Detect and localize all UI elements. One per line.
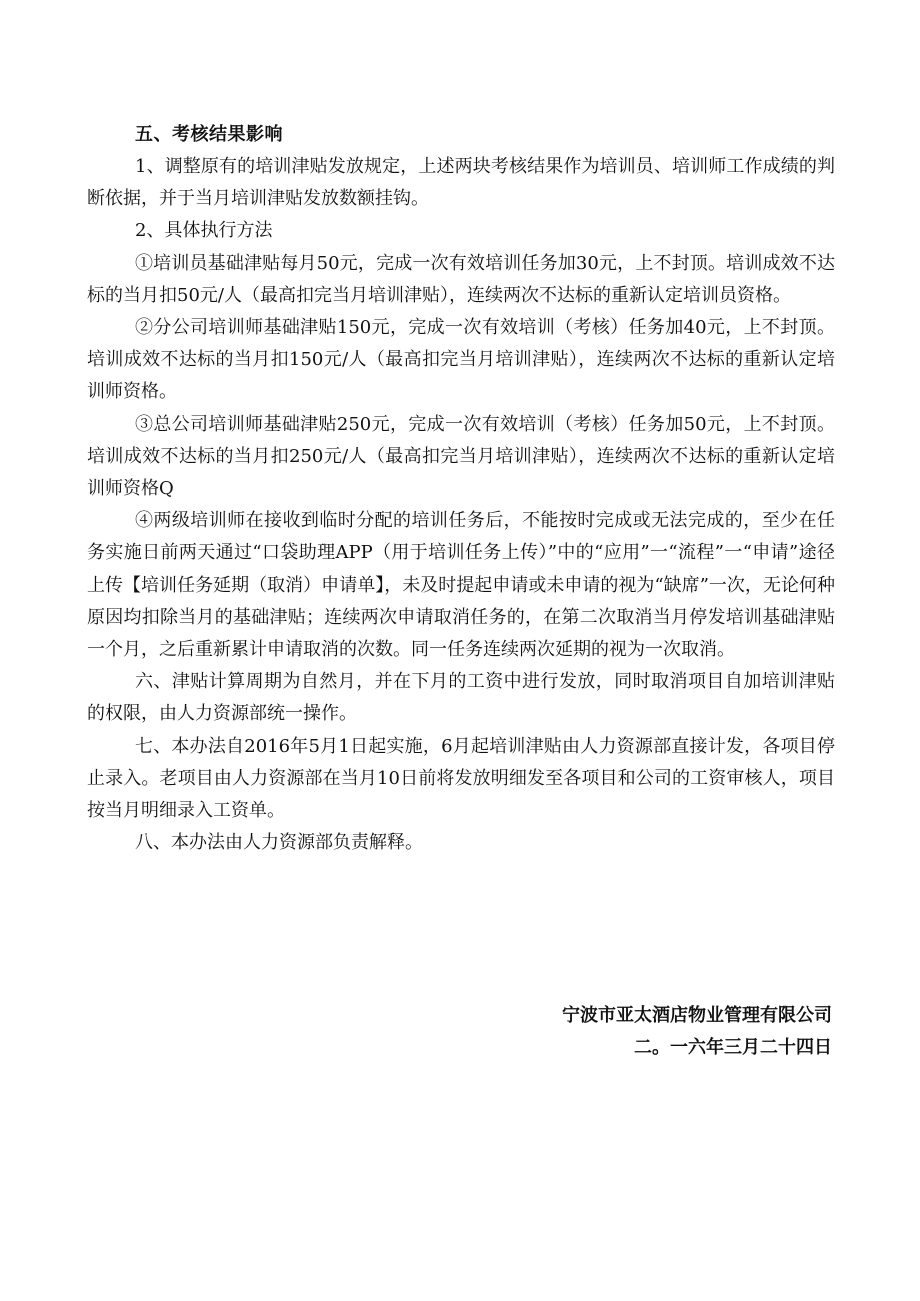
section-5-sub-item-3: ③总公司培训师基础津贴250元，完成一次有效培训（考核）任务加50元，上不封顶。培训成效不达标的当月扣250元/人（最高扣完当月培训津贴），连续两次不达标的重新认定培训师资格Q: [87, 413, 835, 500]
section-8-paragraph: 八、本办法由人力资源部负责解释。: [135, 832, 423, 854]
document-date: 二。一六年三月二十四日: [634, 1037, 832, 1058]
section-5-item-1: 1、调整原有的培训津贴发放规定，上述两块考核结果作为培训员、培训师工作成绩的判断依据，并于当月培训津贴发放数额挂钩。: [87, 156, 835, 210]
section-6-paragraph: 六、津贴计算周期为自然月，并在下月的工资中进行发放，同时取消项目自加培训津贴的权限，由人力资源部统一操作。: [87, 671, 835, 725]
document-body: [87, 119, 835, 859]
company-name: 宁波市亚太酒店物业管理有限公司: [562, 1005, 832, 1026]
section-7-paragraph: 七、本办法自2016年5月1日起实施，6月起培训津贴由人力资源部直接计发，各项目停止录入。老项目由人力资源部在当月10日前将发放明细发至各项目和公司的工资审核人，项目按当月明细录入工资单。: [87, 735, 835, 822]
signature-block: [562, 1000, 832, 1064]
section-5-sub-item-1: ①培训员基础津贴每月50元，完成一次有效培训任务加30元，上不封顶。培训成效不达标的当月扣50元/人（最高扣完当月培训津贴），连续两次不达标的重新认定培训员资格。: [87, 252, 835, 306]
section-5-heading: 五、考核结果影响: [135, 124, 283, 145]
section-5-sub-item-2: ②分公司培训师基础津贴150元，完成一次有效培训（考核）任务加40元，上不封顶。培训成效不达标的当月扣150元/人（最高扣完当月培训津贴），连续两次不达标的重新认定培训师资格。: [87, 317, 835, 403]
section-5-sub-item-4: ④两级培训师在接收到临时分配的培训任务后，不能按时完成或无法完成的，至少在任务实施日前两天通过“口袋助理APP（用于培训任务上传）”中的“应用”一“流程”一“申请”途径上传【培训任务延期（取消）申请单】，未及时提起申请或未申请的视为“缺席”一次，无论何种原因均扣除当月的基础津贴；连续两次申请取消任务的，在第二次取消当月停发培训基础津贴一个月，之后重新累计申请取消的次数。同一任务连续两次延期的视为一次取消。: [87, 510, 835, 661]
section-5-item-2: 2、具体执行方法: [135, 220, 273, 242]
